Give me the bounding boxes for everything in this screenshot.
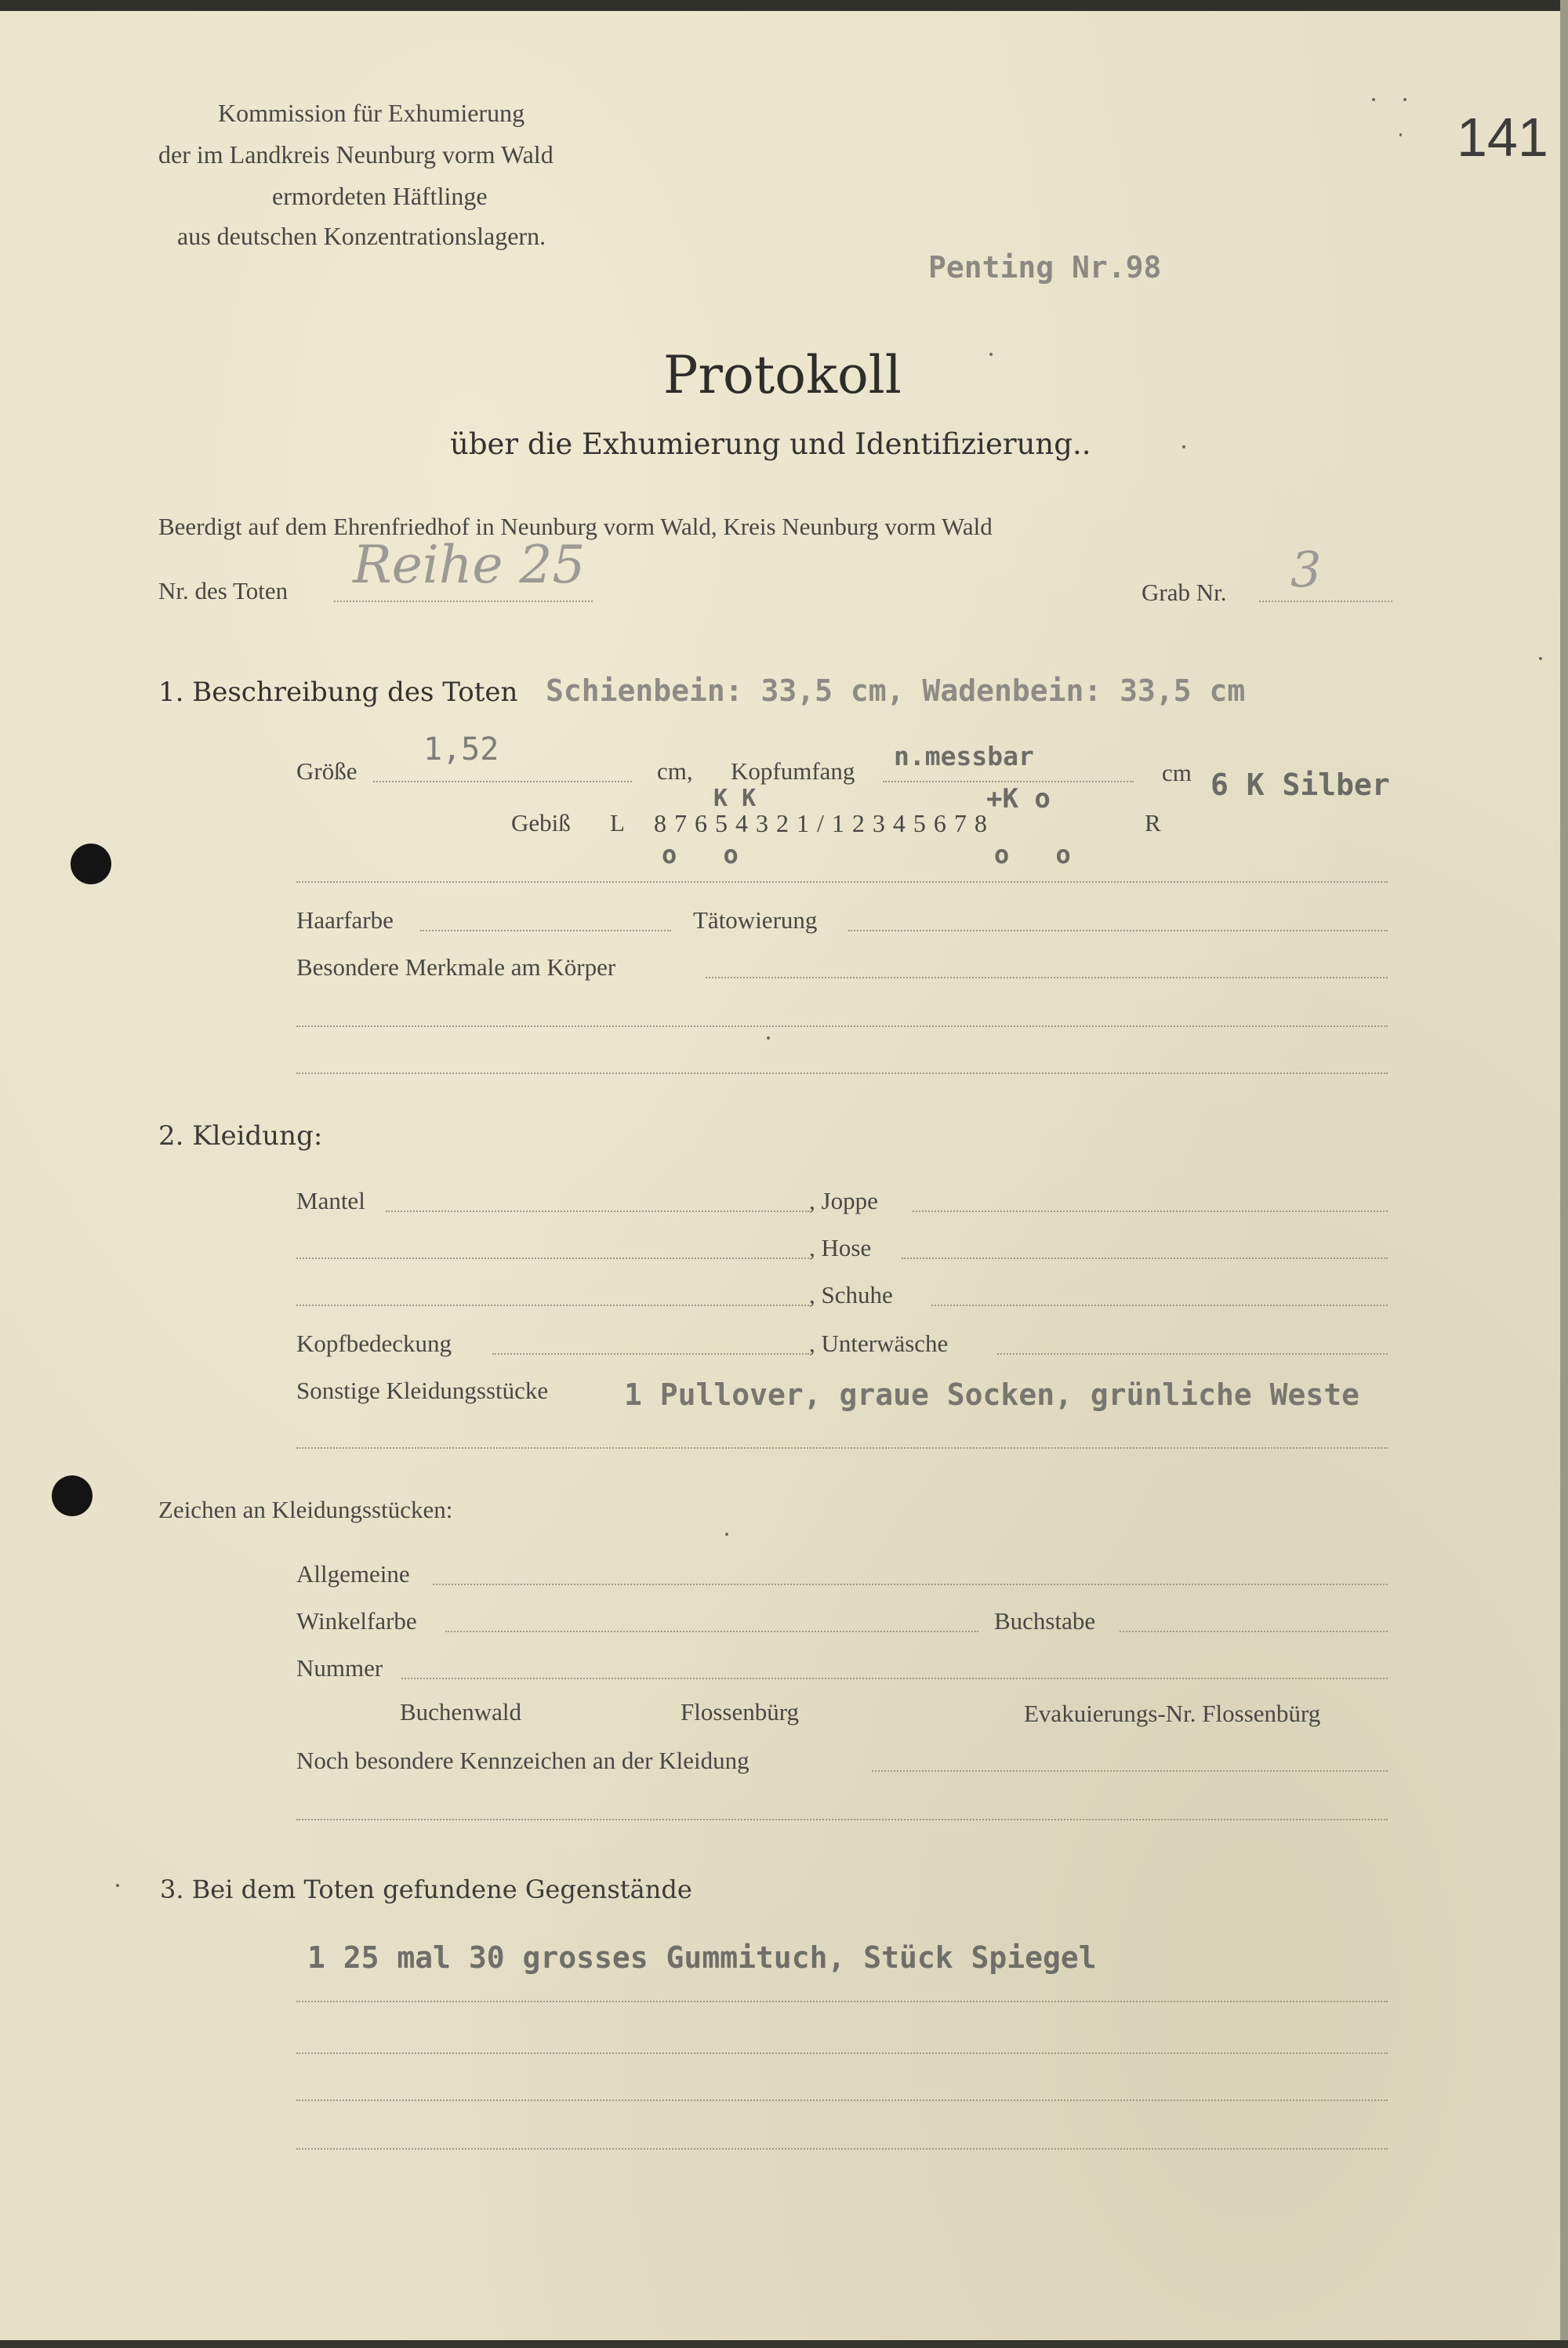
- commission-line-1: Kommission für Exhumierung: [218, 99, 525, 127]
- evacuation-number-label: Evakuierungs-Nr. Flossenbürg: [1024, 1700, 1321, 1727]
- speck-mark: [989, 353, 993, 356]
- head-circumference-label: Kopfumfang: [731, 757, 855, 785]
- section-1-heading: 1. Beschreibung des Toten: [158, 677, 518, 708]
- grave-number-label: Grab Nr.: [1142, 579, 1227, 606]
- dead-number-value: Reihe 25: [353, 535, 586, 595]
- speck-mark: [767, 1036, 770, 1040]
- speck-mark: [1403, 98, 1406, 101]
- tattoo-label: Tätowierung: [693, 906, 818, 934]
- page-number: 141: [1457, 107, 1548, 168]
- dentition-numbers: 8 7 6 5 4 3 2 1 / 1 2 3 4 5 6 7 8: [654, 809, 988, 837]
- hair-color-line: [420, 930, 671, 931]
- grave-number-value: 3: [1290, 541, 1322, 598]
- page-subtitle: über die Exhumierung und Identifizierung..: [450, 427, 1091, 461]
- teeth-note-value: 6 K Silber: [1210, 768, 1390, 802]
- underwear-label: , Unterwäsche: [809, 1330, 949, 1357]
- grave-number-line: [1259, 601, 1392, 602]
- headwear-line: [492, 1353, 809, 1355]
- punch-hole-icon: [52, 1475, 93, 1516]
- other-clothing-line-2: [296, 1447, 1388, 1449]
- hair-color-label: Haarfarbe: [296, 906, 394, 934]
- speck-mark: [116, 1884, 119, 1887]
- found-items-value: 1 25 mal 30 grosses Gummituch, Stück Spiegel: [307, 1940, 1097, 1975]
- number-line: [401, 1678, 1388, 1679]
- commission-line-2: der im Landkreis Neunburg vorm Wald: [158, 140, 554, 169]
- dentition-underline: [296, 881, 1388, 883]
- punch-hole-icon: [71, 844, 111, 884]
- speck-mark: [725, 1533, 728, 1536]
- body-marks-line-2: [296, 1025, 1388, 1027]
- height-label: Größe: [296, 757, 358, 785]
- headwear-label: Kopfbedeckung: [296, 1330, 452, 1357]
- clothing-marks-heading: Zeichen an Kleidungsstücken:: [158, 1496, 453, 1523]
- dentition-mark-left-o: o o: [662, 840, 754, 869]
- dead-number-line: [334, 601, 593, 602]
- cm-label-2: cm: [1162, 759, 1192, 786]
- body-marks-line-3: [296, 1072, 1388, 1074]
- dentition-right-marker: R: [1145, 809, 1161, 836]
- clothing-line-2: [296, 1257, 809, 1259]
- general-label: Allgemeine: [296, 1560, 410, 1588]
- height-line: [373, 781, 632, 782]
- found-items-line-3: [296, 2099, 1388, 2101]
- coat-label: Mantel: [296, 1187, 365, 1214]
- jacket-label: , Joppe: [809, 1187, 878, 1214]
- triangle-color-line: [445, 1631, 978, 1632]
- found-items-line-1: [296, 2001, 1388, 2002]
- clothing-line-3: [296, 1305, 809, 1306]
- shoes-line: [931, 1305, 1388, 1306]
- commission-line-3: ermordeten Häftlinge: [272, 182, 488, 210]
- jacket-line: [913, 1210, 1388, 1212]
- dentition-mark-k0: +K o: [986, 783, 1051, 815]
- height-value: 1,52: [423, 731, 499, 768]
- other-marks-label: Noch besondere Kennzeichen an der Kleidung: [296, 1747, 750, 1774]
- other-clothing-value: 1 Pullover, graue Socken, grünliche Weste: [624, 1377, 1359, 1412]
- speck-mark: [1399, 133, 1402, 136]
- speck-mark: [1372, 98, 1375, 101]
- camp-flossenbuerg: Flossenbürg: [681, 1698, 800, 1726]
- dentition-mark-kk: K K: [713, 785, 757, 812]
- body-marks-line: [706, 977, 1388, 978]
- other-marks-line: [872, 1770, 1388, 1772]
- scan-edge-right: [1560, 0, 1568, 2348]
- body-marks-label: Besondere Merkmale am Körper: [296, 953, 616, 981]
- page-title: Protokoll: [663, 345, 902, 405]
- camp-buchenwald: Buchenwald: [400, 1698, 521, 1726]
- bone-measurements-value: Schienbein: 33,5 cm, Wadenbein: 33,5 cm: [546, 673, 1246, 708]
- triangle-color-label: Winkelfarbe: [296, 1607, 417, 1635]
- reference-number: Penting Nr.98: [928, 250, 1162, 285]
- dentition-mark-right-o: o o: [994, 840, 1087, 869]
- dentition-label: Gebiß: [511, 809, 571, 836]
- trousers-label: , Hose: [809, 1234, 872, 1261]
- head-circumference-line: [883, 781, 1134, 782]
- underwear-line: [997, 1353, 1388, 1355]
- speck-mark: [1182, 445, 1185, 448]
- number-label: Nummer: [296, 1654, 383, 1682]
- shoes-label: , Schuhe: [809, 1281, 893, 1308]
- cm-label: cm,: [657, 757, 693, 785]
- general-line: [433, 1584, 1388, 1585]
- speck-mark: [1539, 657, 1542, 660]
- head-circumference-value: n.messbar: [894, 741, 1034, 771]
- dead-number-label: Nr. des Toten: [158, 577, 289, 604]
- other-marks-line-2: [296, 1819, 1388, 1820]
- found-items-line-4: [296, 2148, 1388, 2150]
- other-clothing-label: Sonstige Kleidungsstücke: [296, 1377, 549, 1404]
- coat-line: [386, 1210, 809, 1212]
- trousers-line: [902, 1257, 1388, 1259]
- commission-line-4: aus deutschen Konzentrationslagern.: [177, 222, 546, 250]
- scan-edge-top: [0, 0, 1568, 11]
- dentition-left-marker: L: [610, 809, 625, 836]
- section-2-heading: 2. Kleidung:: [158, 1120, 323, 1152]
- burial-line: Beerdigt auf dem Ehrenfriedhof in Neunburg vorm Wald, Kreis Neunburg vorm Wald: [158, 513, 993, 540]
- section-3-heading: 3. Bei dem Toten gefundene Gegenstände: [160, 1874, 692, 1904]
- scan-edge-bottom: [0, 2340, 1568, 2348]
- letter-label: Buchstabe: [994, 1607, 1096, 1635]
- tattoo-line: [848, 930, 1388, 931]
- found-items-line-2: [296, 2052, 1388, 2054]
- letter-line: [1120, 1631, 1388, 1632]
